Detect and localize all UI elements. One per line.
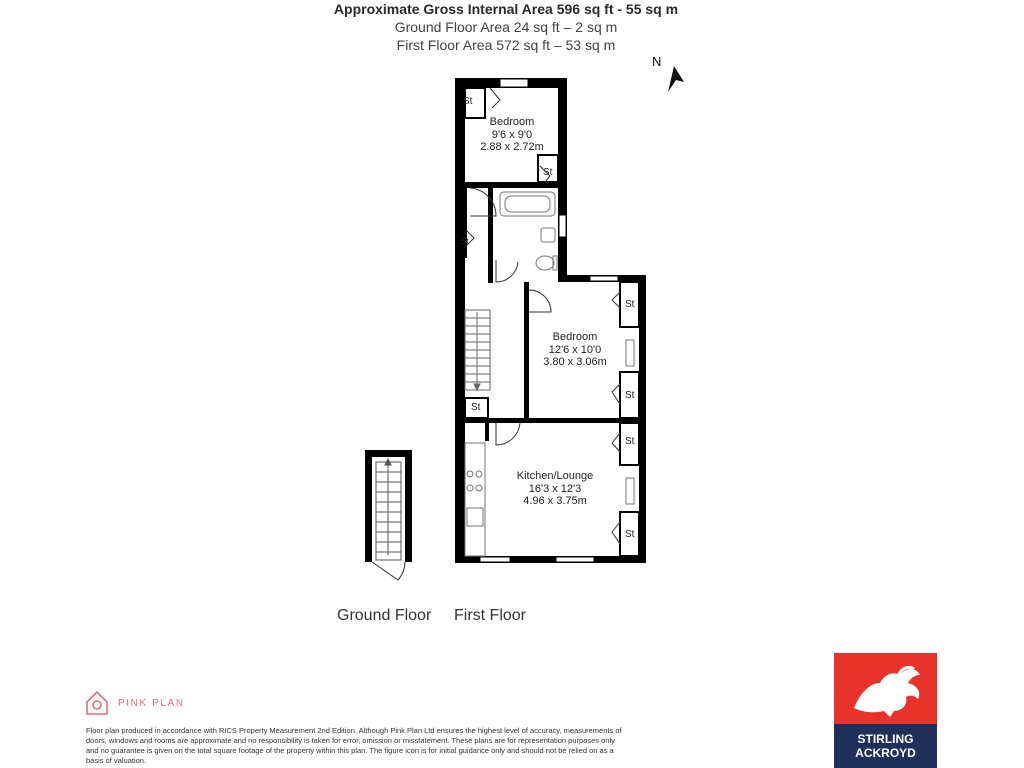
north-label: N [652, 54, 662, 69]
bathroom-fixtures [500, 192, 557, 270]
toilet [536, 256, 554, 270]
pink-plan-house-icon [87, 692, 107, 714]
first-floor-area: First Floor Area 572 sq ft – 53 sq m [396, 37, 616, 53]
ground-floor-label: Ground Floor [337, 607, 432, 624]
storage-label: St [471, 402, 481, 413]
first-floor-label: First Floor [454, 607, 526, 624]
griffin-emblem [834, 653, 937, 724]
agent-name: STIRLING ACKROYD [834, 724, 937, 768]
total-area-title: Approximate Gross Internal Area 596 sq ft - 55 sq m [333, 1, 679, 17]
disclaimer-text: Floor plan produced in accordance with RICS Property Measurement 2nd Edition. Although Pink Plan Ltd ensures the highest level of accuracy, measurements of doors, windows and rooms are approximate and no responsibility is taken for error, omission or misstatement. These plans are for representation purposes only and no guarantee is given on the total square footage of the property within this plan. The figure icon is for initial guidance only and should not be relied on as a basis of valuation. [86, 726, 622, 765]
first-floor-stairs [465, 310, 490, 390]
storage-label: St [463, 96, 473, 107]
storage-label: St [461, 237, 469, 246]
pink-plan-brand: PINK PLAN [118, 698, 185, 709]
room-label-kitchen-lounge: Kitchen/Lounge 16'3 x 12'3 4.96 x 3.75m [516, 470, 594, 507]
storage-label: St [625, 390, 635, 401]
griffin-icon [834, 653, 937, 724]
room-label-bedroom-1: Bedroom 9'6 x 9'0 2.88 x 2.72m [480, 116, 544, 153]
ground-floor-area: Ground Floor Area 24 sq ft – 2 sq m [394, 19, 618, 35]
storage-label: St [543, 167, 553, 178]
stirling-ackroyd-logo [834, 653, 937, 768]
north-arrow-icon [668, 66, 684, 92]
storage-label: St [625, 436, 635, 447]
storage-label: St [625, 529, 635, 540]
basin [541, 228, 555, 242]
ground-floor-stairs [372, 459, 405, 580]
storage-label: St [625, 299, 635, 310]
room-label-bedroom-2: Bedroom 12'6 x 10'0 3.80 x 3.06m [543, 331, 607, 368]
